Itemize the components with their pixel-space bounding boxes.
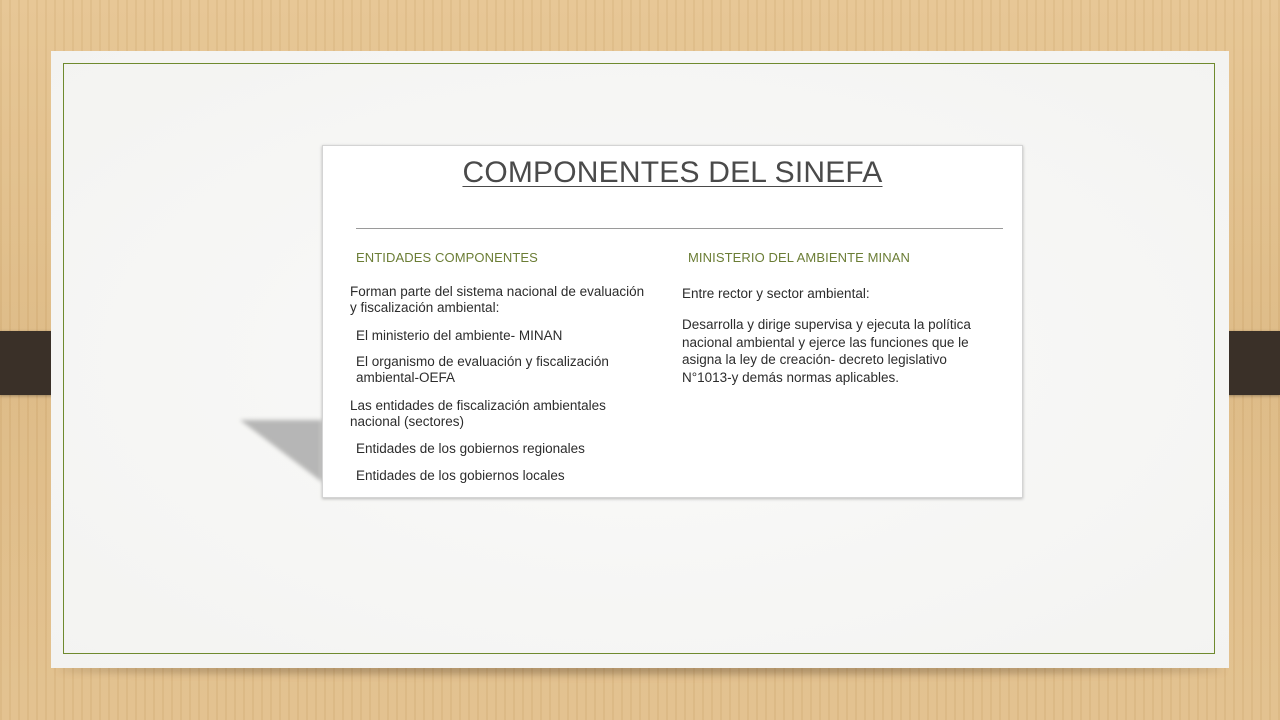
left-column-heading: ENTIDADES COMPONENTES [356, 250, 538, 265]
slide-title: COMPONENTES DEL SINEFA [462, 156, 883, 189]
right-item-rector: Entre rector y sector ambiental: [682, 286, 870, 301]
left-item-sectores: Las entidades de fiscalización ambientales nacional (sectores) [350, 398, 606, 429]
title-divider [356, 228, 1003, 229]
left-item-locales: Entidades de los gobiernos locales [356, 468, 565, 483]
left-item-intro: Forman parte del sistema nacional de evaluación y fiscalización ambiental: [350, 284, 645, 315]
right-item-description: Desarrolla y dirige supervisa y ejecuta la política nacional ambiental y ejerce las funciones que le asigna la ley de creación- decreto legislativo N°1013-y demás normas aplicables. [682, 317, 971, 385]
picture-shadow [240, 420, 322, 482]
right-column-heading: MINISTERIO DEL AMBIENTE MINAN [688, 250, 911, 265]
left-item-oefa: El organismo de evaluación y fiscalización ambiental-OEFA [356, 354, 609, 385]
left-item-minan: El ministerio del ambiente- MINAN [356, 328, 563, 343]
left-item-regionales: Entidades de los gobiernos regionales [356, 441, 585, 456]
slide-picture[interactable] [322, 145, 1023, 498]
